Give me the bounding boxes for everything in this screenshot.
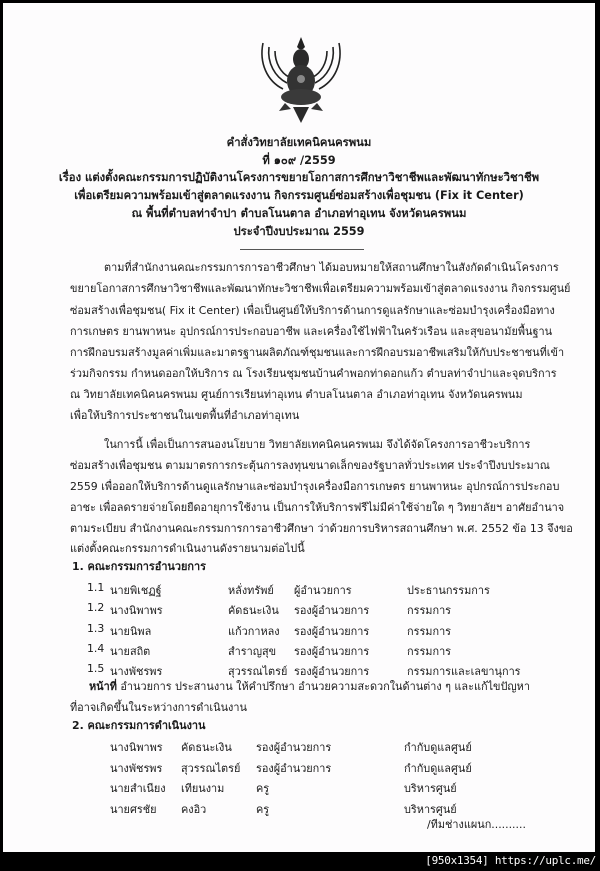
para1-line: การฝึกอบรมสร้างมูลค่าเพิ่มและมาตรฐานผลิตภัณฑ์ชุมชนและการฝึกอบรมอาชีพเสริมให้กับประชาชนที่เข้า	[70, 346, 565, 359]
subject-line-1: เรื่อง แต่งตั้งคณะกรรมการปฏิบัติงานโครงการขยายโอกาสการศึกษาวิชาชีพและพัฒนาทักษะวิชาชีพ	[58, 171, 540, 184]
para1-line: ณ วิทยาลัยเทคนิคนครพนม ศูนย์การเรียนท่าอุเทน ตำบลโนนตาล อำเภอท่าอุเทน จังหวัดนครพนม	[70, 388, 523, 401]
duty-line	[89, 680, 530, 694]
document-page: คำสั่งวิทยาลัยเทคนิคนครพนม ที่ ๑๐๙ /2559 เรื่อง แต่งตั้งคณะกรรมการปฏิบัติงานโครงการขยายโอกาสการศึกษาวิชาชีพและพัฒนาทักษะวิชาชีพ เพื่อเตรียมความพร้อมเข้าสู่ตลาดแรงงาน กิจกรรมศูนย์ซ่อมสร้างเพื่อชุมชน (Fix it Center) ณ พื้นที่ตำบลท่าจำปา ตำบลโนนตาล อำเภอท่าอุเทน จังหวัดนครพนม ประจำปีงบประมาณ 2559 ตามที่สำนักงานคณะกรรมการการอาชีวศึกษา ได้มอบหมายให้สถานศึกษาในสังกัดดำเนินโครงการ ขยายโอกาสการศึกษาวิชาชีพและพัฒนาทักษะวิชาชีพเพื่อเตรียมความพร้อมเข้าสู่ตลาดแรงงาน กิจกรรมศูนย์ ซ่อมสร้างเพื่อชุมชน( Fix it Center) เพื่อเป็นศูนย์ให้บริการด้านการดูแลรักษาและซ่อมบำรุงเครื่องมือทาง การเกษตร ยานพาหนะ อุปกรณ์การประกอบอาชีพ และเครื่องใช้ไฟฟ้าในครัวเรือน และสุขอนามัยพื้นฐาน การฝึกอบรมสร้างมูลค่าเพิ่มและมาตรฐานผลิตภัณฑ์ชุมชนและการฝึกอบรมอาชีพเสริมให้กับประชาชนที่เข้า ร่วมกิจกรรม กำหนดออกให้บริการ ณ โรงเรียนชุมชนบ้านคำพอกท่าดอกแก้ว ตำบลท่าจำปาและจุดบริการ ณ วิทยาลัยเทคนิคนครพนม ศูนย์การเรียนท่าอุเทน ตำบลโนนตาล อำเภอท่าอุเทน จังหวัดนครพนม เพื่อให้บริการประชาชนในเขตพื้นที่อำเภอท่าอุเทน ในการนี้ เพื่อเป็นการสนองนโยบาย วิทยาลัยเทคนิคนครพนม จึงได้จัดโครงการอาชีวะบริการ ซ่อมสร้างเพื่อชุมชน ตามมาตรการกระตุ้นการลงทุนขนาดเล็กของรัฐบาลทั่วประเทศ ประจำปีงบประมาณ 2559 เพื่อออกให้บริการด้านดูแลรักษาและซ่อมบำรุงเครื่องมือการเกษตร ยานพาหนะ อุปกรณ์การประกอบ อาชะ เพื่อลดรายจ่ายโดยยืดอายุการใช้งาน เป็นการให้บริการฟรีไม่มีค่าใช้จ่ายใด ๆ วิทยาลัยฯ อาศัยอำนาจ ตามระเบียบ สำนักงานคณะกรรมการการอาชีวศึกษา ว่าด้วยการบริหารสถานศึกษา พ.ศ. 2552 ข้อ 13 จึงขอ แต่งตั้งคณะกรรมการดำเนินงานดังรายนามต่อไปนี้ 1. คณะกรรมการอำนวยการ 1.1 นายพิเชฏฐ์ หลั่งทรัพย์ ผู้อำนวยการ ประธานกรรมการ 1.2 นางนิพาพร คัดธนะเงิน รองผู้อำนวยการ กรรมการ 1.3 นายนิพล แก้วกาหลง รองผู้อำนวยการ กรรมการ 1.4 นายสถิต สำราญสุข รองผู้อำนวยการ กรรมการ 1.5 นางพัชรพร สุวรรณไตรย์ รองผู้อำนวยการ กรรมการและเลขานุการ หน้าที่ อำนวยการ ประสานงาน ให้คำปรึกษา อำนวยความสะดวกในด้านต่าง ๆ และแก้ไขปัญหา ที่อาจเกิดขึ้นในระหว่างการดำเนินงาน 2. คณะกรรมการดำเนินงาน นางนิพาพร คัดธนะเงิน รองผู้อำนวยการ กำกับดูแลศูนย์ นางพัชรพร สุวรรณไตรย์ รองผู้อำนวยการ กำกับดูแลศูนย์ นายสำเนียง เทียนงาม ครู บริหารศูนย์ นายศรชัย คงอิว ครู บริหารศูนย์ /ทีมช่างแผนก..........	[3, 3, 595, 852]
para2-line: 2559 เพื่อออกให้บริการด้านดูแลรักษาและซ่อมบำรุงเครื่องมือการเกษตร ยานพาหนะ อุปกรณ์การประกอบ	[70, 480, 560, 493]
order-title: คำสั่งวิทยาลัยเทคนิคนครพนม	[226, 136, 372, 149]
para2-line: ตามระเบียบ สำนักงานคณะกรรมการการอาชีวศึกษา ว่าด้วยการบริหารสถานศึกษา พ.ศ. 2552 ข้อ 13 จึงขอ	[70, 522, 573, 535]
para1-line: ร่วมกิจกรรม กำหนดออกให้บริการ ณ โรงเรียนชุมชนบ้านคำพอกท่าดอกแก้ว ตำบลท่าจำปาและจุดบริการ	[70, 367, 557, 380]
para2-line: แต่งตั้งคณะกรรมการดำเนินงานดังรายนามต่อไปนี้	[70, 542, 305, 555]
divider	[240, 249, 364, 250]
duty-line-cont: ที่อาจเกิดขึ้นในระหว่างการดำเนินงาน	[70, 701, 247, 714]
para1-line: เพื่อให้บริการประชาชนในเขตพื้นที่อำเภอท่าอุเทน	[70, 409, 300, 422]
para2-line: ซ่อมสร้างเพื่อชุมชน ตามมาตรการกระตุ้นการลงทุนขนาดเล็กของรัฐบาลทั่วประเทศ ประจำปีงบประมาณ	[70, 459, 550, 472]
section1-heading: 1. คณะกรรมการอำนวยการ	[72, 560, 206, 573]
para2-line: อาชะ เพื่อลดรายจ่ายโดยยืดอายุการใช้งาน เป็นการให้บริการฟรีไม่มีค่าใช้จ่ายใด ๆ วิทยาลัยฯ อาศัยอำนาจ	[70, 501, 565, 514]
watermark: [950x1354] https://uplc.me/	[425, 854, 596, 867]
para1-line: ขยายโอกาสการศึกษาวิชาชีพและพัฒนาทักษะวิชาชีพเพื่อเตรียมความพร้อมเข้าสู่ตลาดแรงงาน กิจกรรมศูนย์	[70, 282, 571, 295]
duty-text: อำนวยการ ประสานงาน ให้คำปรึกษา อำนวยความสะดวกในด้านต่าง ๆ และแก้ไขปัญหา	[116, 680, 530, 693]
subject-line-2: เพื่อเตรียมความพร้อมเข้าสู่ตลาดแรงงาน กิจกรรมศูนย์ซ่อมสร้างเพื่อชุมชน (Fix it Center)	[74, 189, 524, 202]
para1-line: ซ่อมสร้างเพื่อชุมชน( Fix it Center) เพื่อเป็นศูนย์ให้บริการด้านการดูแลรักษาและซ่อมบำรุงเครื่องมือทาง	[70, 304, 555, 317]
garuda-emblem-icon	[257, 33, 345, 123]
section2-heading: 2. คณะกรรมการดำเนินงาน	[72, 719, 206, 732]
para2-line: ในการนี้ เพื่อเป็นการสนองนโยบาย วิทยาลัยเทคนิคนครพนม จึงได้จัดโครงการอาชีวะบริการ	[104, 438, 531, 451]
continuation-note: /ทีมช่างแผนก..........	[427, 818, 526, 831]
duty-label: หน้าที่	[89, 680, 117, 693]
order-number: ที่ ๑๐๙ /2559	[262, 154, 336, 167]
subject-line-3: ณ พื้นที่ตำบลท่าจำปา ตำบลโนนตาล อำเภอท่าอุเทน จังหวัดนครพนม	[131, 207, 467, 220]
subject-line-4: ประจำปีงบประมาณ 2559	[233, 225, 365, 238]
para1-line: ตามที่สำนักงานคณะกรรมการการอาชีวศึกษา ได้มอบหมายให้สถานศึกษาในสังกัดดำเนินโครงการ	[104, 261, 559, 274]
para1-line: การเกษตร ยานพาหนะ อุปกรณ์การประกอบอาชีพ และเครื่องใช้ไฟฟ้าในครัวเรือน และสุขอนามัยพื้นฐาน	[70, 325, 553, 338]
